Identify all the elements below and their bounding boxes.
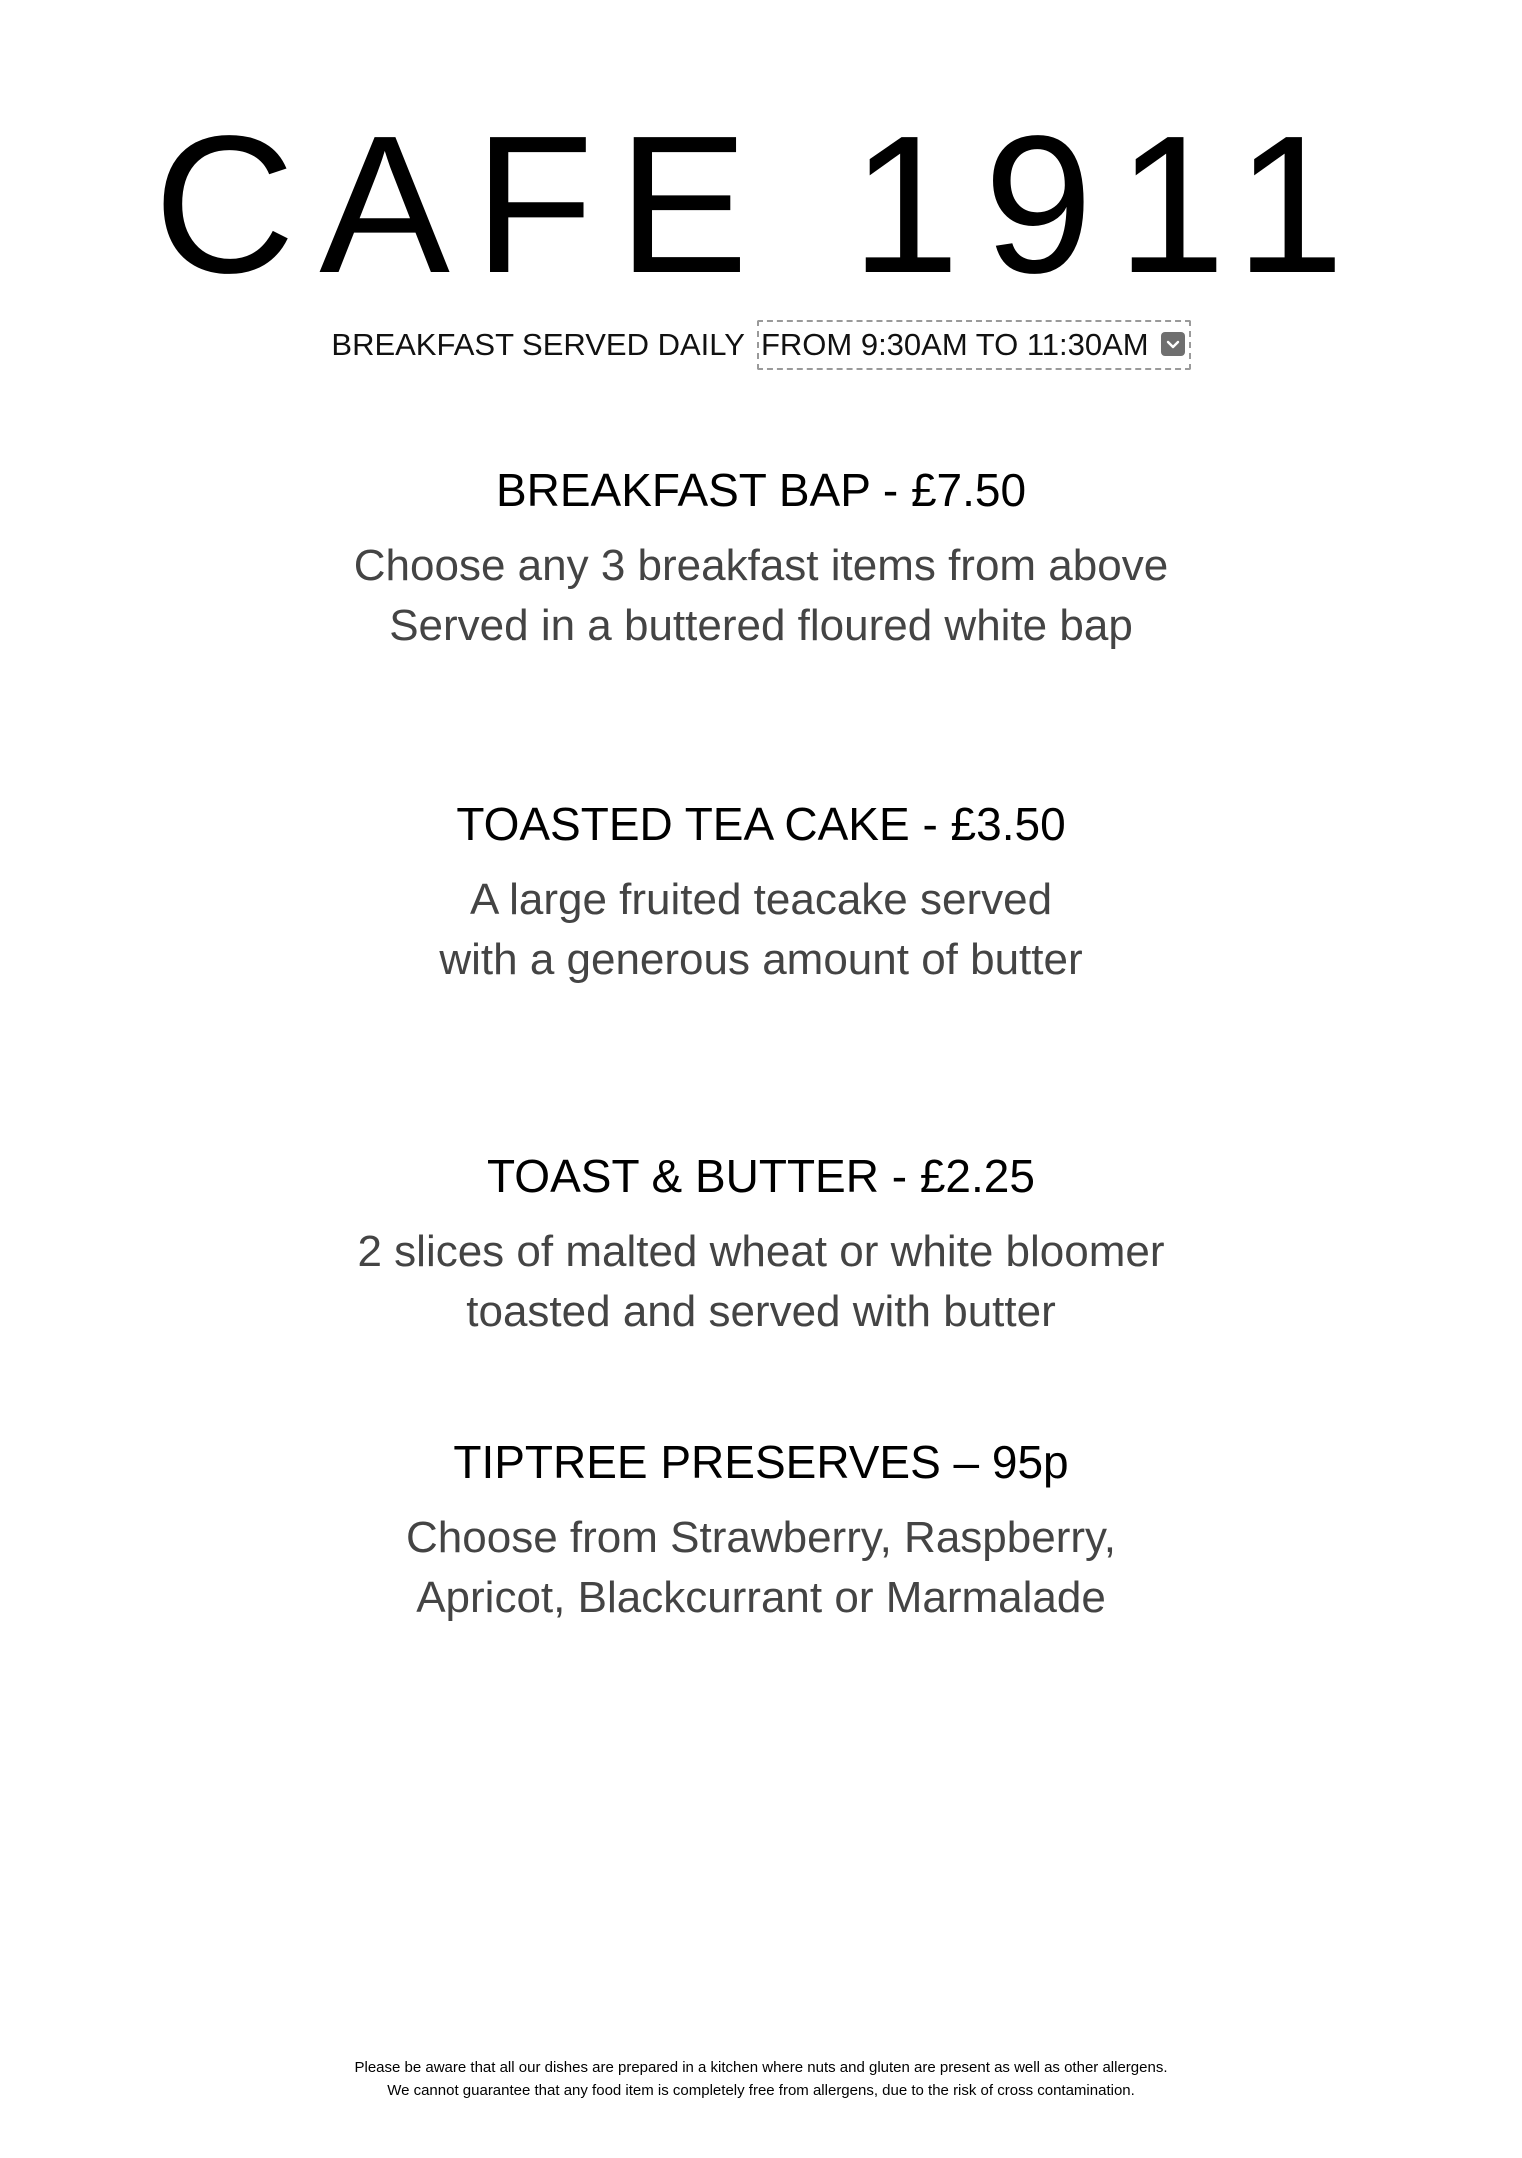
menu-item-description: [0, 536, 1522, 656]
hours-time-field[interactable]: [757, 320, 1191, 370]
menu-item-description: [0, 1222, 1522, 1342]
menu-item-description-line: with a generous amount of butter: [439, 935, 1083, 984]
menu-item-title: TOAST & BUTTER - £2.25: [487, 1150, 1035, 1202]
menu-item-description-line: toasted and served with butter: [466, 1287, 1056, 1336]
menu-item-description-line: Choose any 3 breakfast items from above: [353, 541, 1169, 590]
hours-prefix: BREAKFAST SERVED DAILY: [331, 327, 745, 362]
menu-item-breakfast-bap: [0, 460, 1522, 656]
menu-item-tiptree-preserves: [0, 1432, 1522, 1628]
allergen-notice-line: We cannot guarantee that any food item is completely free from allergens, due to the risk of cross contamination.: [387, 2082, 1135, 2099]
cafe-logo: CAFE 1911: [153, 95, 1369, 314]
menu-item-description: [0, 870, 1522, 990]
allergen-notice: [0, 2056, 1522, 2102]
menu-item-title: BREAKFAST BAP - £7.50: [495, 464, 1027, 516]
menu-item-toast-butter: [0, 1146, 1522, 1342]
menu-item-description-line: A large fruited teacake served: [469, 875, 1053, 924]
menu-item-description-line: Served in a buttered floured white bap: [389, 601, 1133, 650]
allergen-notice-line: Please be aware that all our dishes are prepared in a kitchen where nuts and gluten are present as well as other allergens.: [354, 2059, 1168, 2076]
menu-item-title: TOASTED TEA CAKE - £3.50: [456, 798, 1066, 850]
chevron-down-icon[interactable]: [1161, 332, 1185, 356]
menu-item-description-line: 2 slices of malted wheat or white bloomer: [357, 1227, 1165, 1276]
hours-time-value: FROM 9:30AM TO 11:30AM: [760, 327, 1149, 362]
menu-item-toasted-tea-cake: [0, 794, 1522, 990]
menu-item-description-line: Apricot, Blackcurrant or Marmalade: [416, 1573, 1106, 1622]
breakfast-hours: [0, 320, 1522, 370]
menu-item-description: [0, 1508, 1522, 1628]
menu-item-title: TIPTREE PRESERVES – 95p: [453, 1436, 1069, 1488]
menu-item-description-line: Choose from Strawberry, Raspberry,: [406, 1513, 1116, 1562]
